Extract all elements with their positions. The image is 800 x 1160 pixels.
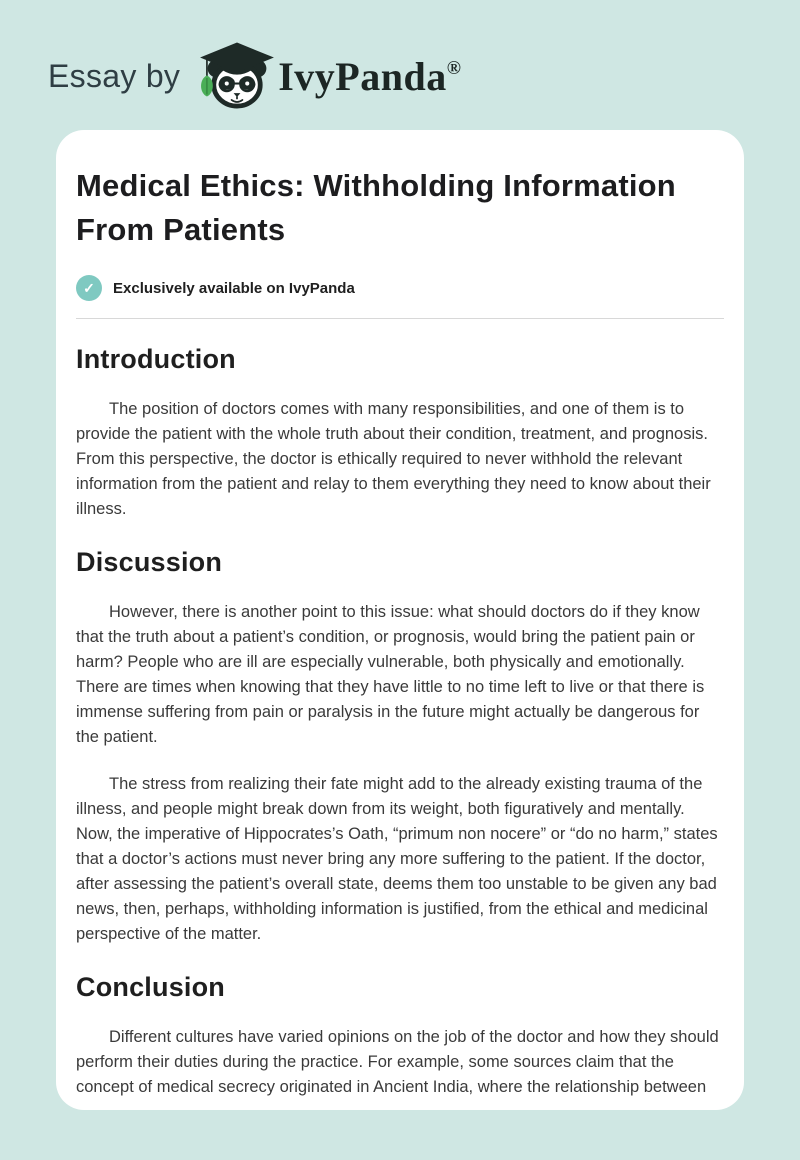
ivypanda-logo-link[interactable] xyxy=(196,37,461,115)
availability-badge xyxy=(76,275,724,301)
site-header xyxy=(0,0,800,116)
section-heading-discussion: Discussion xyxy=(76,547,223,577)
paragraph: Different cultures have varied opinions on the job of the doctor and how they should perform their duties during the practice. For example, some sources claim that the concept of medical secrecy originated in Ancient India, where the relationship between xyxy=(76,1028,719,1096)
essay-by-label: Essay by xyxy=(48,57,181,94)
brand-wordmark xyxy=(278,53,461,100)
essay-card xyxy=(56,130,744,1110)
page-title: Medical Ethics: Withholding Information From Patients xyxy=(76,168,676,247)
paragraph: The stress from realizing their fate might add to the already existing trauma of the illness, and people might break down from its weight, both figuratively and mentally. Now, the imperative of Hippocrates’s Oath, “primum non nocere” or “do no harm,” states that a doctor’s actions must never bring any more suffering to the patient. If the doctor, after assessing the patient’s overall state, deems them too unstable to be given any bad news, then, perhaps, withholding information is justified, from the ethical and medicinal perspective of the matter. xyxy=(76,775,718,943)
section-heading-conclusion: Conclusion xyxy=(76,972,225,1002)
check-icon: ✓ xyxy=(76,275,102,301)
divider xyxy=(76,318,724,319)
paragraph: The position of doctors comes with many responsibilities, and one of them is to provide the patient with the whole truth about their condition, treatment, and prognosis. From this perspective, the doctor is ethically required to never withhold the relevant information from the patient and relay to them everything they need to know about their illness. xyxy=(76,400,711,518)
availability-badge-label: Exclusively available on IvyPanda xyxy=(113,279,355,297)
section-heading-introduction: Introduction xyxy=(76,344,236,374)
ivypanda-panda-logo-icon xyxy=(196,37,278,115)
paragraph: However, there is another point to this issue: what should doctors do if they know that the truth about a patient’s condition, or prognosis, would bring the patient pain or harm? People who are ill are especially vulnerable, both physically and emotionally. There are times when knowing that they have little to no time left to live or that there is immense suffering from pain or paralysis in the future might actually be dangerous for the patient. xyxy=(76,603,705,746)
brand-name: IvyPanda xyxy=(278,53,447,99)
registered-mark: ® xyxy=(446,57,462,79)
